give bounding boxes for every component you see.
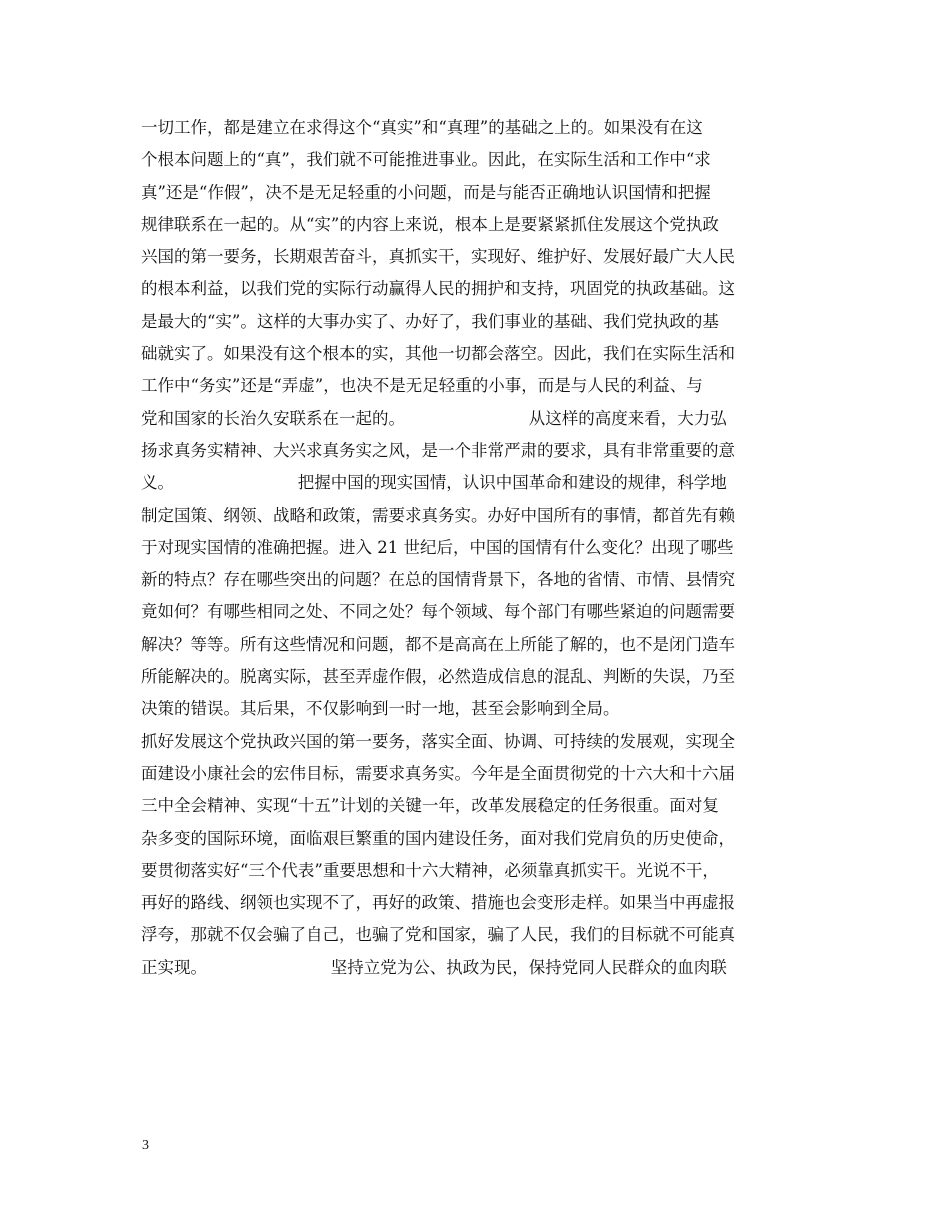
text-line: 再好的路线、纲领也实现不了，再好的政策、措施也会变形走样。如果当中再虚报	[141, 893, 735, 913]
text-line: 是最大的“实”。这样的大事办实了、办好了，我们事业的基础、我们党执政的基	[141, 311, 719, 331]
text-line: 新的特点？存在哪些突出的问题？在总的国情背景下，各地的省情、市情、县情究	[141, 570, 735, 590]
text-line: 竟如何？有哪些相同之处、不同之处？每个领域、每个部门有哪些紧迫的问题需要	[141, 602, 735, 622]
text-line: 个根本问题上的“真”，我们就不可能推进事业。因此，在实际生活和工作中“求	[141, 150, 711, 170]
text-line: 制定国策、纲领、战略和政策，需要求真务实。办好中国所有的事情，都首先有赖	[141, 505, 735, 525]
text-line: 础就实了。如果没有这个根本的实，其他一切都会落空。因此，我们在实际生活和	[141, 344, 735, 364]
text-line: 规律联系在一起的。从“实”的内容上来说，根本上是要紧紧抓住发展这个党执政	[141, 214, 719, 234]
text-line: 杂多变的国际环境，面临艰巨繁重的国内建设任务，面对我们党肩负的历史使命，	[141, 828, 735, 848]
text-line: 正实现。 坚持立党为公、执政为民，保持党同人民群众的血肉联	[141, 957, 727, 977]
text-line: 的根本利益，以我们党的实际行动赢得人民的拥护和支持，巩固党的执政基础。这	[141, 279, 735, 299]
text-line: 兴国的第一要务，长期艰苦奋斗，真抓实干，实现好、维护好、发展好最广大人民	[141, 247, 735, 267]
text-line: 决策的错误。其后果，不仅影响到一时一地，甚至会影响到全局。	[141, 699, 620, 719]
text-line: 真”还是“作假”，决不是无足轻重的小问题，而是与能否正确地认识国情和把握	[141, 182, 711, 202]
text-line: 所能解决的。脱离实际，甚至弄虚作假，必然造成信息的混乱、判断的失误，乃至	[141, 667, 735, 687]
text-line: 解决？等等。所有这些情况和问题，都不是高高在上所能了解的，也不是闭门造车	[141, 634, 735, 654]
text-line: 于对现实国情的准确把握。进入 21 世纪后，中国的国情有什么变化？出现了哪些	[141, 537, 734, 557]
page-number: 3	[142, 1138, 149, 1153]
text-line: 一切工作，都是建立在求得这个“真实”和“真理”的基础之上的。如果没有在这	[141, 118, 703, 137]
text-line: 要贯彻落实好“三个代表”重要思想和十六大精神，必须靠真抓实干。光说不干，	[141, 860, 719, 880]
text-line: 党和国家的长治久安联系在一起的。 从这样的高度来看，大力弘	[141, 408, 727, 428]
text-line: 义。 把握中国的现实国情，认识中国革命和建设的规律，科学地	[141, 473, 727, 493]
text-line: 抓好发展这个党执政兴国的第一要务，落实全面、协调、可持续的发展观，实现全	[141, 731, 735, 751]
text-line: 扬求真务实精神、大兴求真务实之风，是一个非常严肃的要求，具有非常重要的意	[141, 440, 735, 460]
text-line: 工作中“务实”还是“弄虚”，也决不是无足轻重的小事，而是与人民的利益、与	[141, 376, 703, 396]
text-line: 面建设小康社会的宏伟目标，需要求真务实。今年是全面贯彻党的十六大和十六届	[141, 763, 735, 783]
body-text	[141, 112, 813, 984]
text-line: 浮夸，那就不仅会骗了自己，也骗了党和国家，骗了人民，我们的目标就不可能真	[141, 925, 735, 945]
text-line: 三中全会精神、实现“十五”计划的关键一年，改革发展稳定的任务很重。面对复	[141, 796, 719, 816]
